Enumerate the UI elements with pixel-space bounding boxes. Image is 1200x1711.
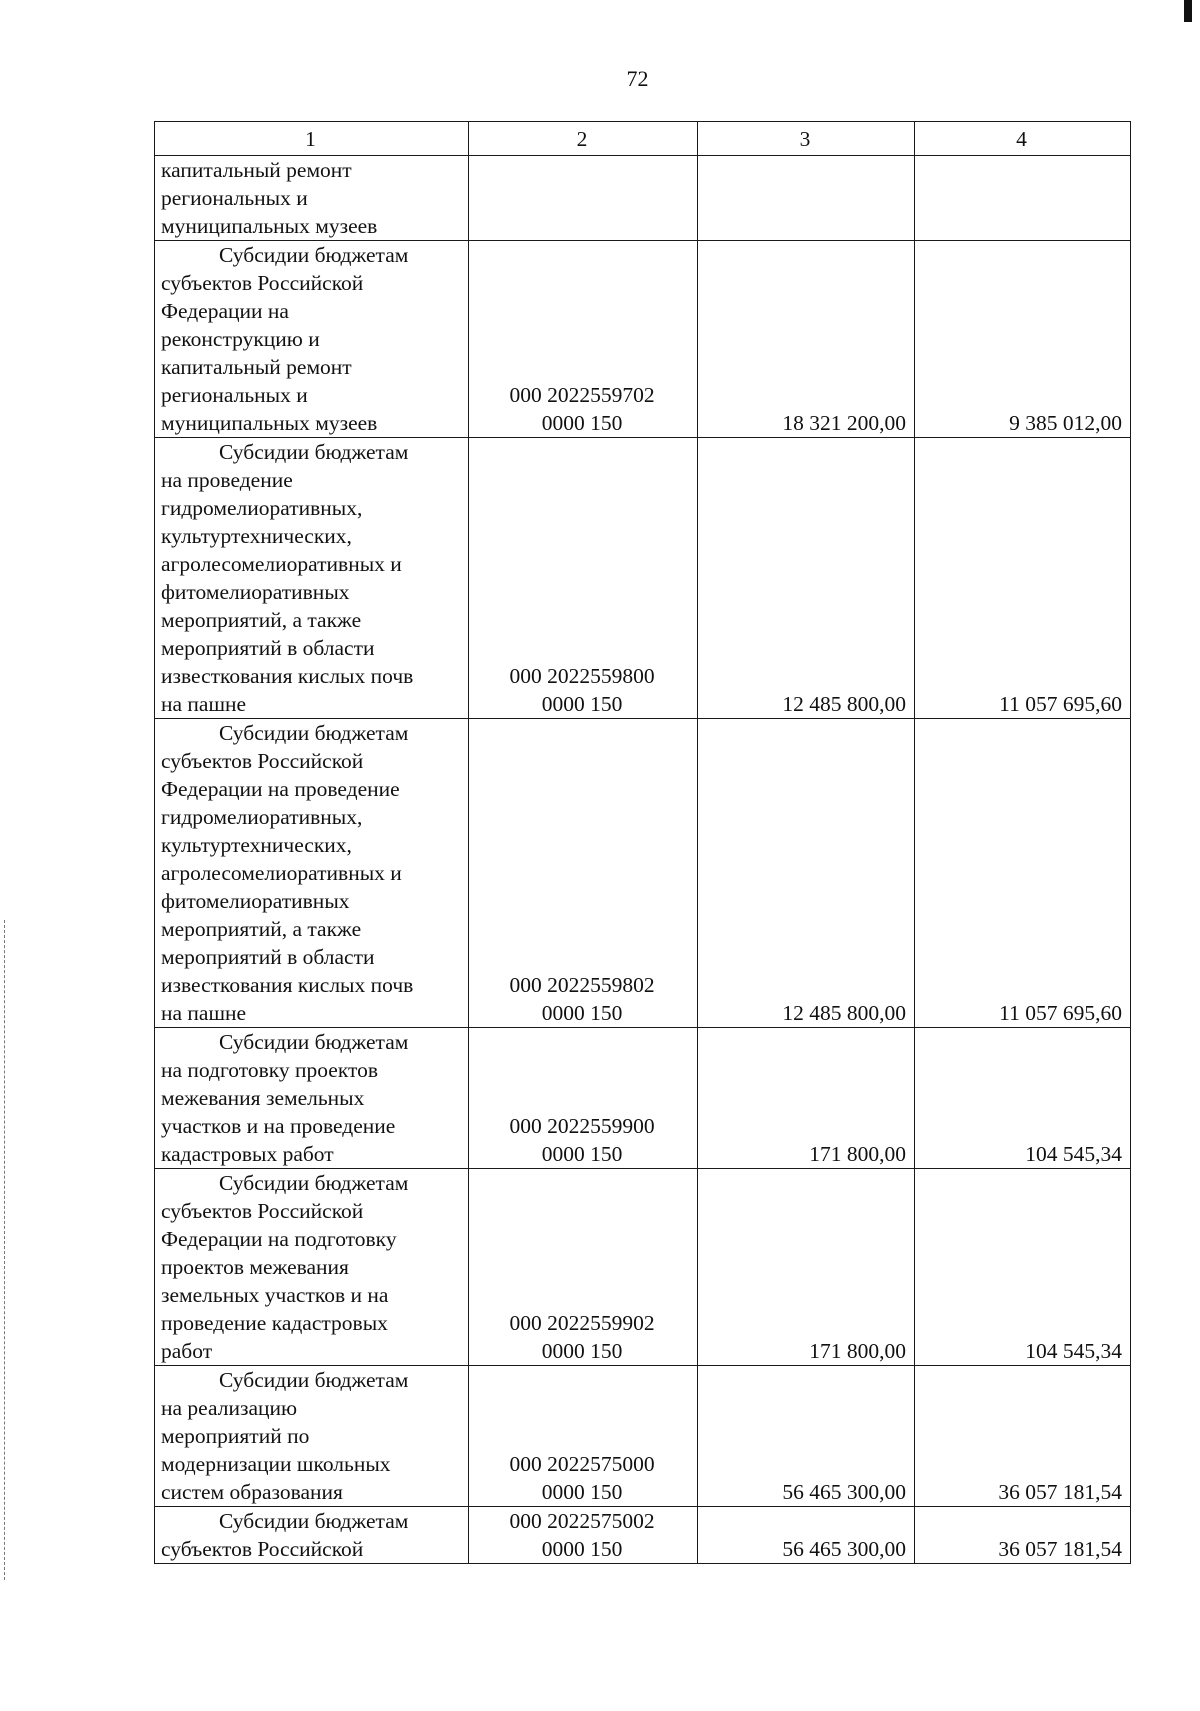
row-name-line: систем образования [161,1480,343,1504]
row-name-line: субъектов Российской [161,1537,364,1561]
row-name-line: кадастровых работ [161,1142,334,1166]
row-code-line: 000 2022559902 [509,1311,655,1335]
row-name-line: на подготовку проектов [161,1058,379,1082]
scan-margin-line [4,920,6,1580]
row-code-line: 000 2022559800 [509,664,655,688]
row-name-cell [155,1169,469,1366]
row-code-line: 000 2022575000 [509,1452,655,1476]
row-name-line: межевания земельных [161,1086,365,1110]
row-name-cell [155,438,469,719]
row-name-cell [155,1028,469,1169]
row-code-line: 0000 150 [541,1339,623,1363]
row-name-line: субъектов Российской [161,749,364,773]
row-code-line: 000 2022575002 [509,1509,655,1533]
row-code-cell [469,1028,698,1169]
row-name-line: муниципальных музеев [161,214,378,238]
row-name-line: Субсидии бюджетам [219,243,409,267]
row-actual-amount: 11 057 695,60 [915,438,1131,719]
row-name-line: проведение кадастровых [161,1311,388,1335]
table-row [155,1507,1131,1564]
row-planned-amount: 171 800,00 [698,1169,915,1366]
header-col-4: 4 [915,122,1131,156]
table-row [155,1366,1131,1507]
row-code-cell [469,719,698,1028]
row-name-line: Субсидии бюджетам [219,721,409,745]
row-name-line: фитомелиоративных [161,889,350,913]
row-actual-amount: 104 545,34 [915,1169,1131,1366]
row-name-cell [155,241,469,438]
row-name-line: реконструкцию и [161,327,320,351]
table-row [155,1028,1131,1169]
row-name-line: агролесомелиоративных и [161,861,402,885]
row-planned-amount: 56 465 300,00 [698,1366,915,1507]
row-code-cell [469,156,698,241]
row-planned-amount [698,156,915,241]
row-name-line: Субсидии бюджетам [219,1171,409,1195]
row-code-cell [469,1366,698,1507]
row-name-line: известкования кислых почв [161,664,414,688]
budget-table [154,121,1131,1564]
row-name-line: мероприятий в области [161,945,375,969]
row-name-line: субъектов Российской [161,1199,364,1223]
row-name-line: работ [161,1339,213,1363]
row-name-line: капитальный ремонт [161,158,352,182]
row-code-line: 000 2022559900 [509,1114,655,1138]
row-name-cell [155,156,469,241]
row-name-line: земельных участков и на [161,1283,389,1307]
header-col-1: 1 [155,122,469,156]
row-actual-amount: 104 545,34 [915,1028,1131,1169]
row-code-cell [469,1507,698,1564]
row-name-line: известкования кислых почв [161,973,414,997]
page-number: 72 [626,66,649,91]
row-name-cell [155,1366,469,1507]
row-planned-amount: 18 321 200,00 [698,241,915,438]
row-name-line: фитомелиоративных [161,580,350,604]
row-name-line: мероприятий по [161,1424,310,1448]
row-name-cell [155,1507,469,1564]
row-name-line: капитальный ремонт [161,355,352,379]
row-name-line: региональных и [161,383,308,407]
row-actual-amount: 36 057 181,54 [915,1507,1131,1564]
row-name-line: культуртехнических, [161,524,352,548]
row-code-line: 0000 150 [541,411,623,435]
row-name-line: участков и на проведение [161,1114,396,1138]
row-code-line: 000 2022559702 [509,383,655,407]
row-name-line: Субсидии бюджетам [219,1509,409,1533]
row-actual-amount [915,156,1131,241]
table-header-row [155,122,1131,156]
row-actual-amount: 9 385 012,00 [915,241,1131,438]
row-name-line: гидромелиоративных, [161,805,363,829]
row-code-line: 0000 150 [541,1001,623,1025]
row-name-line: мероприятий, а также [161,608,362,632]
row-code-cell [469,1169,698,1366]
row-name-line: региональных и [161,186,308,210]
row-actual-amount: 11 057 695,60 [915,719,1131,1028]
row-name-line: на проведение [161,468,293,492]
row-name-cell [155,719,469,1028]
row-name-line: Субсидии бюджетам [219,1368,409,1392]
row-planned-amount: 171 800,00 [698,1028,915,1169]
row-name-line: Федерации на [161,299,289,323]
scan-corner-mark [1184,0,1192,22]
row-name-line: субъектов Российской [161,271,364,295]
row-name-line: муниципальных музеев [161,411,378,435]
table-row [155,438,1131,719]
header-col-2: 2 [469,122,698,156]
row-name-line: культуртехнических, [161,833,352,857]
row-planned-amount: 12 485 800,00 [698,719,915,1028]
row-code-cell [469,438,698,719]
row-planned-amount: 56 465 300,00 [698,1507,915,1564]
row-name-line: гидромелиоративных, [161,496,363,520]
row-name-line: проектов межевания [161,1255,349,1279]
row-name-line: Федерации на проведение [161,777,400,801]
row-name-line: Федерации на подготовку [161,1227,397,1251]
row-code-line: 0000 150 [541,1537,623,1561]
row-name-line: на реализацию [161,1396,298,1420]
table-row [155,719,1131,1028]
row-name-line: Субсидии бюджетам [219,1030,409,1054]
table-body [155,156,1131,1564]
row-actual-amount: 36 057 181,54 [915,1366,1131,1507]
row-code-line: 0000 150 [541,1480,623,1504]
row-name-line: Субсидии бюджетам [219,440,409,464]
row-name-line: модернизации школьных [161,1452,391,1476]
table-row [155,1169,1131,1366]
row-name-line: мероприятий в области [161,636,375,660]
row-code-cell [469,241,698,438]
row-name-line: агролесомелиоративных и [161,552,402,576]
row-name-line: на пашне [161,1001,247,1025]
row-code-line: 0000 150 [541,1142,623,1166]
row-planned-amount: 12 485 800,00 [698,438,915,719]
row-name-line: на пашне [161,692,247,716]
table-row [155,241,1131,438]
table-row [155,156,1131,241]
row-code-line: 000 2022559802 [509,973,655,997]
header-col-3: 3 [698,122,915,156]
row-name-line: мероприятий, а также [161,917,362,941]
row-code-line: 0000 150 [541,692,623,716]
